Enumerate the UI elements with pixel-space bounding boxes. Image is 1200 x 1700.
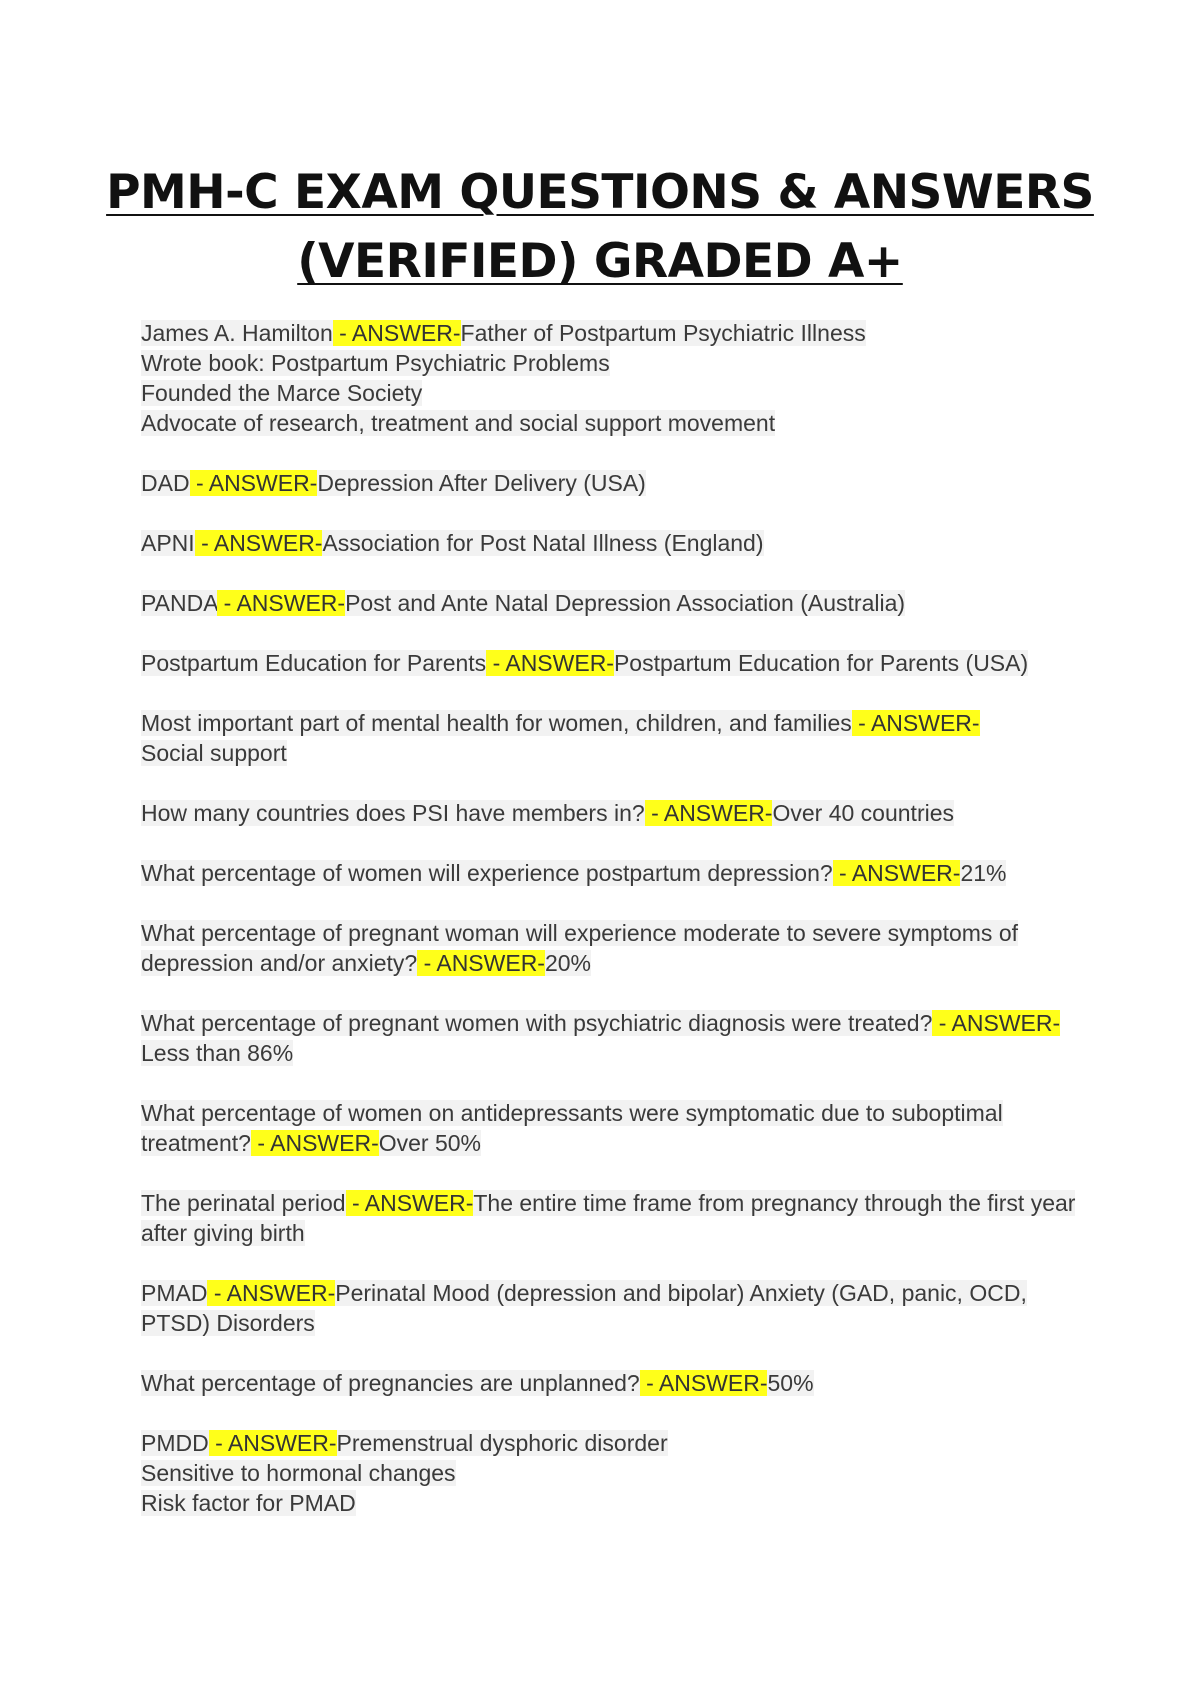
qa-term: James A. Hamilton [141,320,333,346]
qa-answer: Premenstrual dysphoric disorder [336,1430,668,1456]
qa-extra-line: Wrote book: Postpartum Psychiatric Problems [141,350,610,376]
qa-item [141,1098,1081,1158]
qa-term: What percentage of women on antidepressants were symptomatic due to suboptimal treatment? [141,1100,1003,1156]
qa-term: What percentage of women will experience postpartum depression? [141,860,833,886]
qa-term: What percentage of pregnant women with psychiatric diagnosis were treated? [141,1010,933,1036]
qa-answer: Association for Post Natal Illness (England) [322,530,764,556]
qa-answer: 21% [960,860,1007,886]
qa-answer: Perinatal Mood (depression and bipolar) Anxiety (GAD, panic, OCD, PTSD) Disorders [141,1280,1027,1336]
answer-marker: - ANSWER- [194,530,323,556]
answer-marker: - ANSWER- [932,1010,1061,1036]
qa-item [141,318,1081,438]
answer-marker: - ANSWER- [644,800,773,826]
qa-answer: Father of Postpartum Psychiatric Illness [460,320,866,346]
title-line-1: PMH-C EXAM QUESTIONS & ANSWERS [106,165,1094,220]
qa-list [141,318,1081,1548]
qa-item [141,918,1081,978]
qa-item [141,1008,1081,1068]
qa-item [141,588,1081,618]
qa-item [141,1428,1081,1518]
qa-term: The perinatal period [141,1190,346,1216]
title-line-2: (VERIFIED) GRADED A+ [297,234,903,289]
answer-marker: - ANSWER- [486,650,614,676]
qa-answer: 50% [767,1370,814,1396]
answer-marker: - ANSWER- [250,1130,379,1156]
qa-term: What percentage of pregnancies are unplanned? [141,1370,640,1396]
answer-marker: - ANSWER- [851,710,980,736]
qa-answer: Over 50% [378,1130,481,1156]
qa-item [141,858,1081,888]
qa-item [141,798,1081,828]
answer-marker: - ANSWER- [217,590,346,616]
answer-marker: - ANSWER- [832,860,961,886]
qa-term: PMAD [141,1280,208,1306]
qa-item [141,1278,1081,1338]
answer-marker: - ANSWER- [417,950,545,976]
answer-marker: - ANSWER- [208,1430,337,1456]
qa-answer: Depression After Delivery (USA) [317,470,646,496]
document-title [100,158,1100,296]
qa-answer: Over 40 countries [772,800,954,826]
qa-extra-line: Sensitive to hormonal changes [141,1460,456,1486]
qa-term: Postpartum Education for Parents [141,650,487,676]
answer-marker: - ANSWER- [189,470,318,496]
qa-term: PANDA [141,590,218,616]
qa-answer: Postpartum Education for Parents (USA) [613,650,1029,676]
qa-term: PMDD [141,1430,209,1456]
qa-term: DAD [141,470,190,496]
qa-term: Most important part of mental health for women, children, and families [141,710,852,736]
qa-answer: Social support [141,740,287,766]
qa-item [141,1368,1081,1398]
answer-marker: - ANSWER- [345,1190,474,1216]
qa-extra-line: Risk factor for PMAD [141,1490,356,1516]
qa-item [141,468,1081,498]
answer-marker: - ANSWER- [332,320,461,346]
qa-extra-line: Founded the Marce Society [141,380,423,406]
qa-item [141,528,1081,558]
qa-term: How many countries does PSI have members in? [141,800,645,826]
qa-answer: 20% [544,950,592,976]
qa-item [141,648,1081,678]
answer-marker: - ANSWER- [639,1370,768,1396]
qa-item [141,708,1081,768]
qa-extra-line: Advocate of research, treatment and social support movement [141,410,776,436]
answer-marker: - ANSWER- [207,1280,336,1306]
qa-term: What percentage of pregnant woman will experience moderate to severe symptoms of depression and/or anxiety? [141,920,1018,976]
qa-answer: Post and Ante Natal Depression Association (Australia) [345,590,906,616]
qa-answer: Less than 86% [141,1040,294,1066]
qa-item [141,1188,1081,1248]
qa-answer: The entire time frame from pregnancy through the first year after giving birth [141,1190,1076,1246]
qa-term: APNI [141,530,195,556]
